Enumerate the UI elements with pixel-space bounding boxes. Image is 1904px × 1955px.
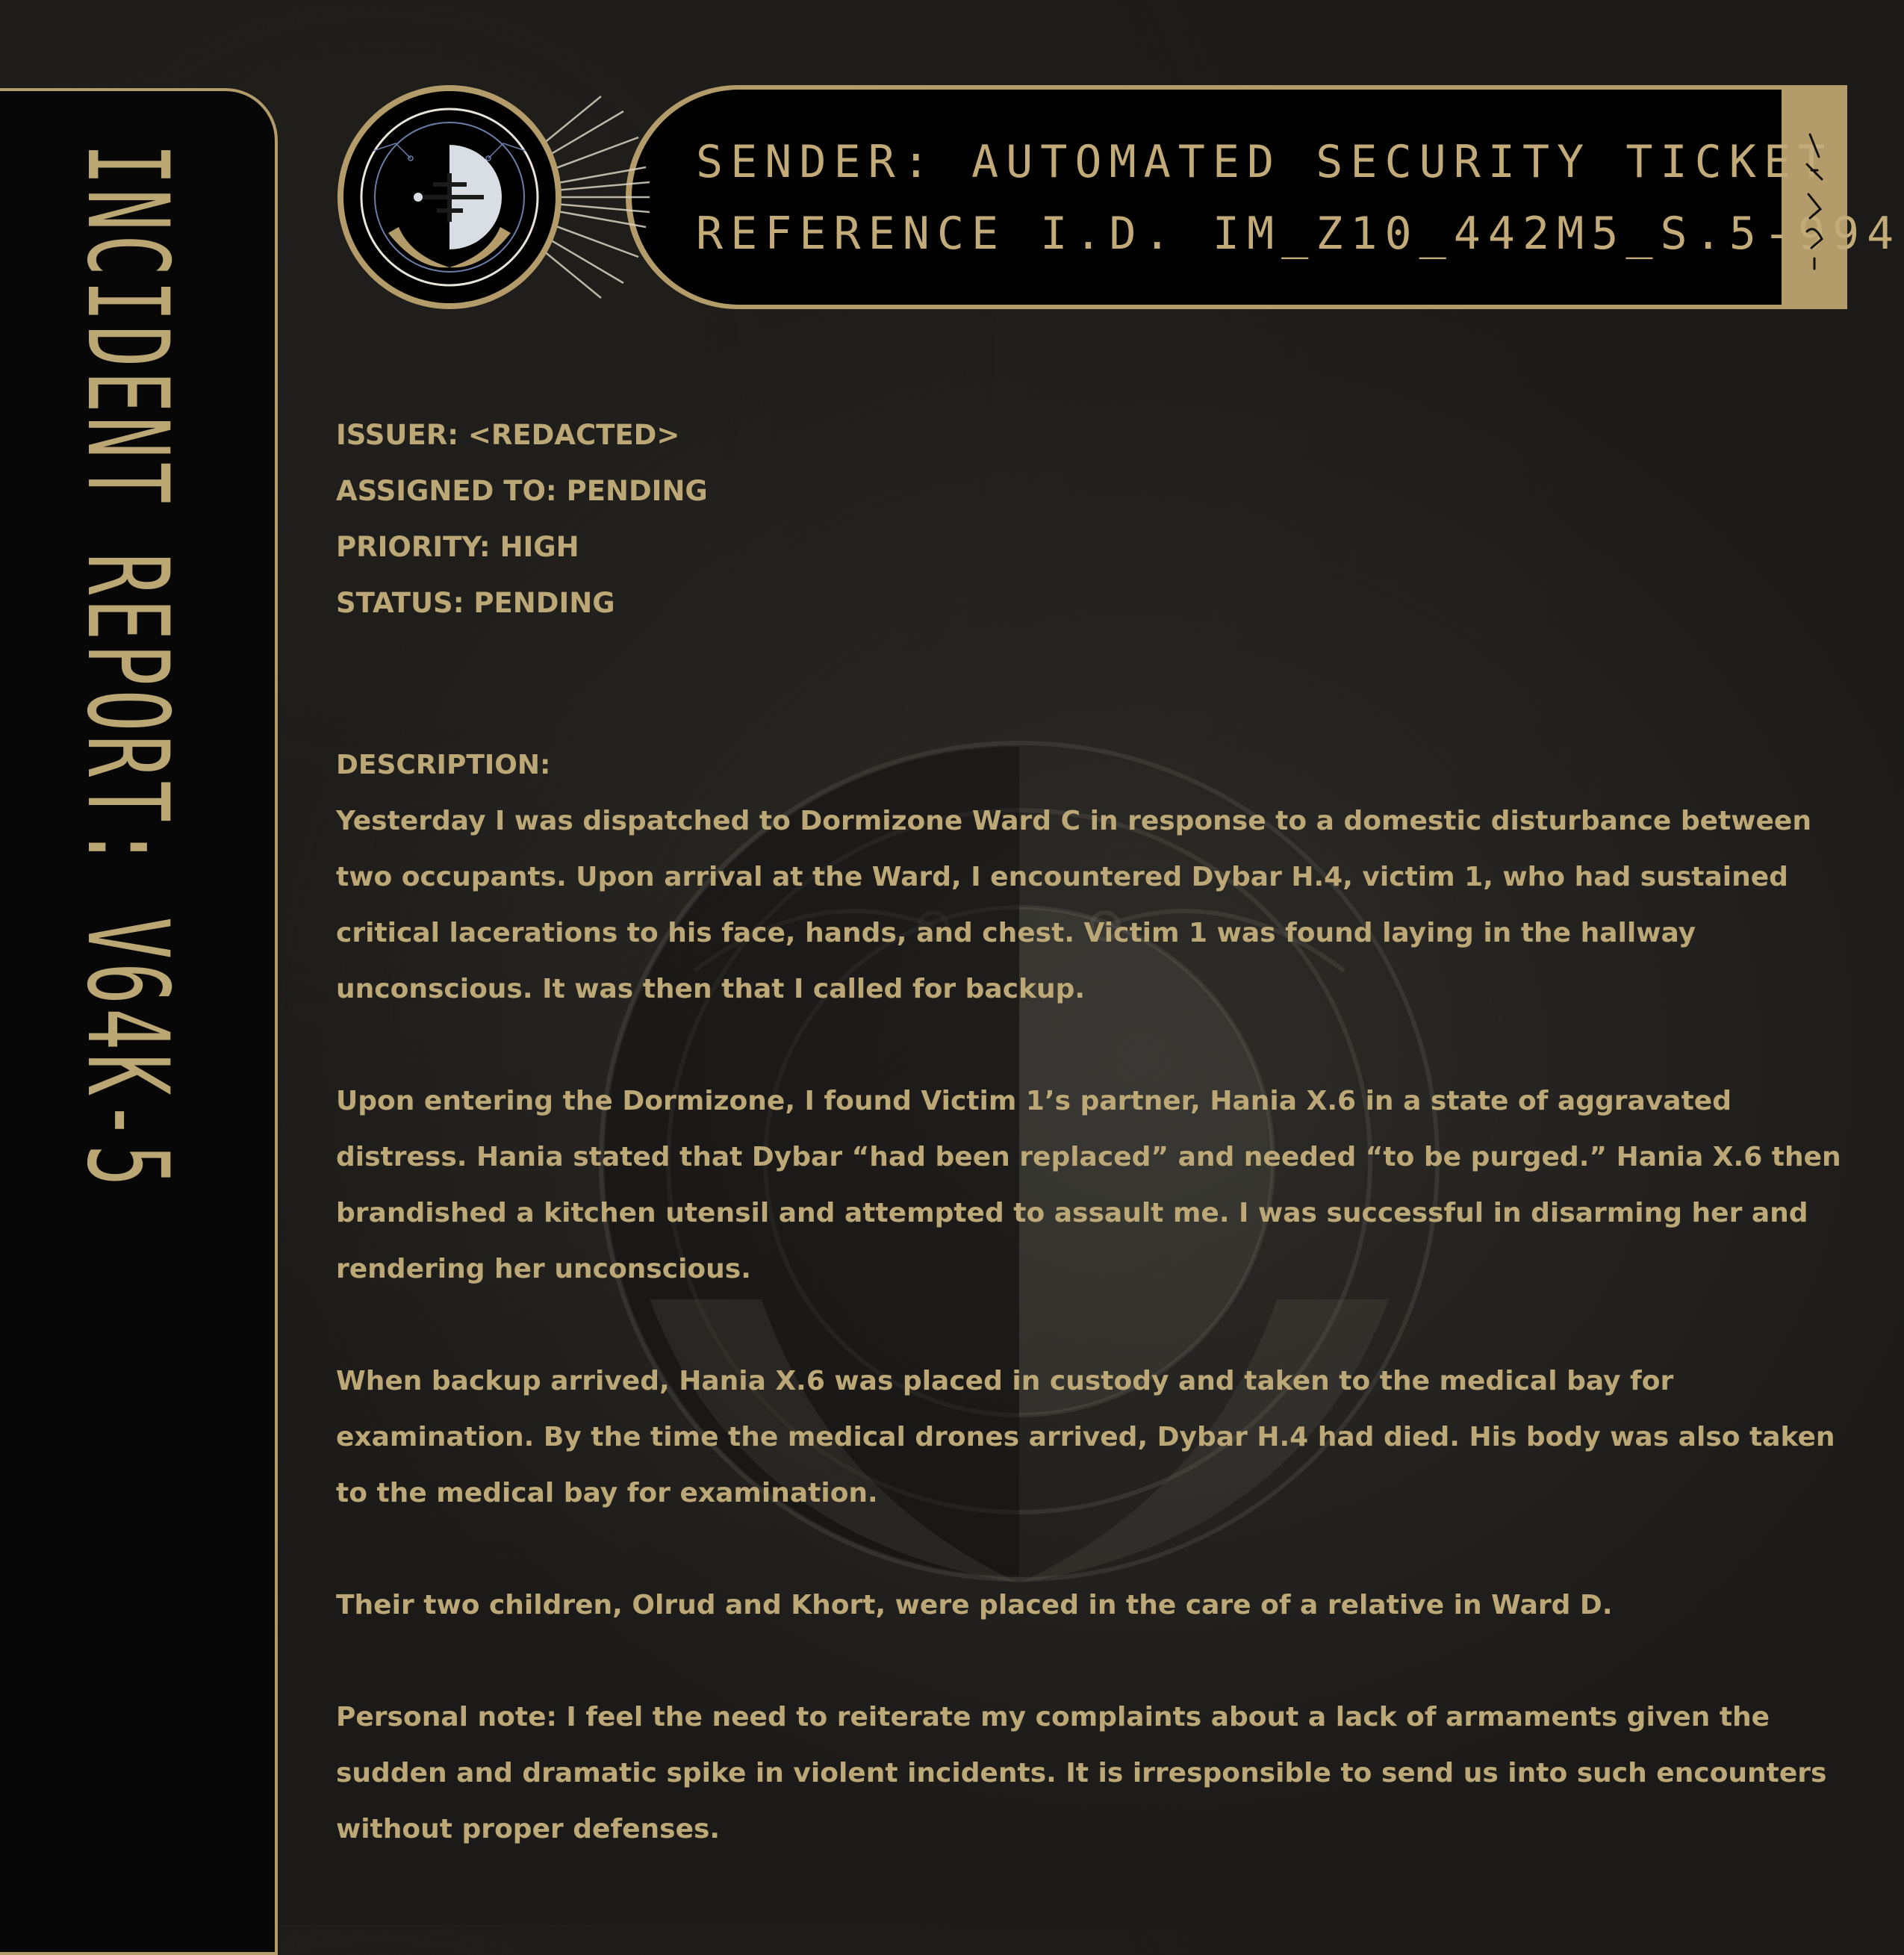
- sender-line: SENDER: AUTOMATED SECURITY TICKET: [696, 136, 1833, 188]
- description-paragraph: Their two children, Olrud and Khort, were placed in the care of a relative in Ward D.: [336, 1590, 1613, 1620]
- emblem-icon: [343, 91, 556, 303]
- description-paragraph: Yesterday I was dispatched to Dormizone Ward C in response to a domestic disturbance between two occupants. Upon arrival at the Ward, I encountered Dybar H.4, victim 1, who had sustained critical lacerations to his face, hands, and chest. Victim 1 was found laying in the hallway unconscious. It was then that I called for backup.: [336, 806, 1811, 1004]
- ticket-metadata: [336, 407, 708, 631]
- assigned-field: ASSIGNED TO: PENDING: [336, 475, 708, 507]
- priority-field: PRIORITY: HIGH: [336, 531, 579, 563]
- report-title: INCIDENT REPORT: V64K-5: [62, 143, 192, 1190]
- description-section: [336, 737, 1852, 1913]
- glyph-mark-icon: [1796, 127, 1832, 276]
- status-field: STATUS: PENDING: [336, 587, 615, 619]
- issuer-field: ISSUER: <REDACTED>: [336, 419, 680, 451]
- header-banner: [632, 90, 1782, 305]
- description-paragraph: Upon entering the Dormizone, I found Victim 1’s partner, Hania X.6 in a state of aggravated distress. Hania stated that Dybar “had been replaced” and needed “to be purged.” Hania X.6 then brandished a kitchen utensil and attempted to assault me. I was successful in disarming her and rendering her unconscious.: [336, 1086, 1841, 1284]
- emblem-badge: [343, 91, 556, 303]
- description-paragraph: Personal note: I feel the need to reiterate my complaints about a lack of armaments given the sudden and dramatic spike in violent incidents. It is irresponsible to send us into such encounters without proper defenses.: [336, 1702, 1827, 1844]
- reference-id-line: REFERENCE I.D. IM_Z10_442M5_S.5-994: [696, 208, 1902, 260]
- description-label: DESCRIPTION:: [336, 750, 551, 780]
- description-paragraph: When backup arrived, Hania X.6 was placed in custody and taken to the medical bay for examination. By the time the medical drones arrived, Dybar H.4 had died. His body was also taken to the medical bay for examination.: [336, 1366, 1835, 1508]
